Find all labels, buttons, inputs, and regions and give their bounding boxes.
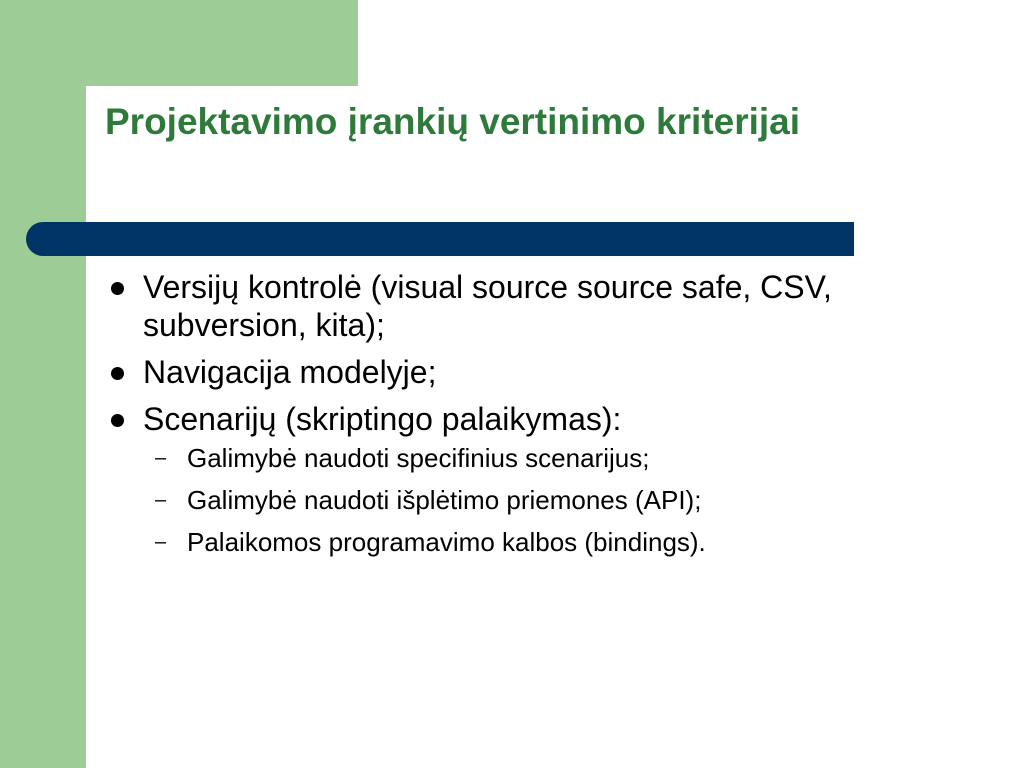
slide-title: Projektavimo įrankių vertinimo kriterijai [105,101,801,142]
sub-bullet-item [143,484,985,516]
bullet-text: Scenarijų (skriptingo palaikymas): [143,401,622,437]
sub-bullet-text: Galimybė naudoti išplėtimo priemones (API); [187,485,702,515]
bullet-text: Versijų kontrolė (visual source source safe, CSV, subversion, kita); [143,269,832,343]
bullet-text: Navigacija modelyje; [143,354,437,390]
bullet-item [105,268,985,344]
bullet-item [105,353,985,391]
dash-marker-icon: – [155,489,167,511]
green-top-decoration [0,0,358,86]
bullet-dot-icon [111,367,124,380]
sub-bullet-text: Galimybė naudoti specifinius scenarijus; [187,443,650,473]
green-sidebar-decoration [0,0,86,768]
bullet-list [105,268,985,568]
dash-marker-icon: – [155,531,167,553]
sub-bullet-text: Palaikomos programavimo kalbos (bindings). [187,527,706,557]
dash-marker-icon: – [155,447,167,469]
sub-bullet-list [143,442,985,558]
sub-bullet-item [143,526,985,558]
bullet-item [105,400,985,558]
title-underline-bar [26,222,854,256]
bullet-dot-icon [111,414,124,427]
sub-bullet-item [143,442,985,474]
bullet-dot-icon [111,282,124,295]
